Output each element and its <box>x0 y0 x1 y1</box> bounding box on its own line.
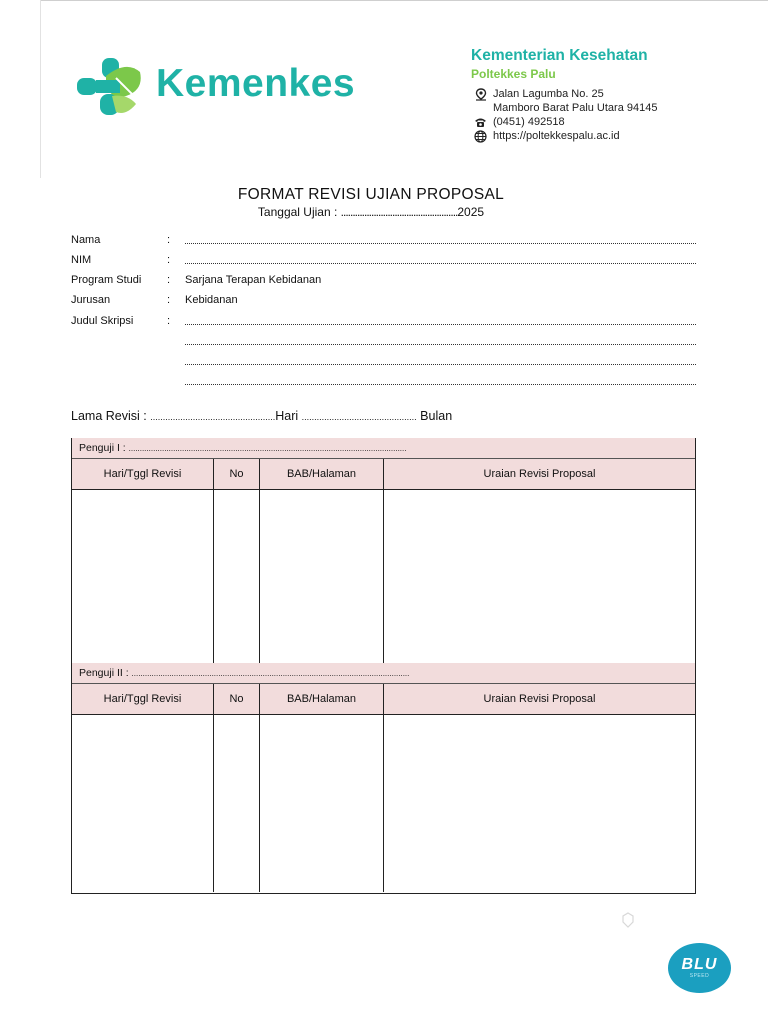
address-row-2 <box>473 101 657 115</box>
column-header: BAB/Halaman <box>260 459 384 489</box>
table-header-row <box>72 459 695 490</box>
field-program-studi <box>71 274 696 288</box>
table-header-row <box>72 684 695 715</box>
form-title: FORMAT REVISI UJIAN PROPOSAL <box>237 186 505 203</box>
examiner-row <box>72 663 695 684</box>
field-label: Jurusan <box>71 294 111 306</box>
table-body-row <box>72 490 695 663</box>
lama-revisi-line <box>71 409 452 423</box>
page-left-border <box>40 0 41 178</box>
blu-badge-subtext: SPEED <box>689 973 710 979</box>
address-row <box>473 87 657 101</box>
field-colon: : <box>167 294 171 306</box>
judul-blank-3[interactable] <box>185 364 696 365</box>
column-header: Uraian Revisi Proposal <box>483 468 596 480</box>
phone-row <box>473 115 657 129</box>
logo-wordmark: Kemenkes <box>156 62 356 105</box>
address-line-2: Mamboro Barat Palu Utara 94145 <box>493 102 658 114</box>
column-header: BAB/Halaman <box>260 684 384 714</box>
page-top-border <box>40 0 768 1</box>
phone-number: (0451) 492518 <box>493 116 565 128</box>
column-header: No <box>214 459 260 489</box>
judul-blank-1[interactable] <box>185 324 696 325</box>
revision-table-penguji-1 <box>71 438 696 663</box>
examiner-blank[interactable]: ............................................................................................................................. <box>131 669 410 678</box>
chapter-page-cell[interactable] <box>260 715 384 892</box>
kemenkes-logo-icon <box>76 56 144 118</box>
field-label: Judul Skripsi <box>71 315 134 327</box>
exam-date-line <box>0 205 742 219</box>
field-nim <box>71 254 696 268</box>
field-label: Program Studi <box>71 274 142 286</box>
exam-date-blank[interactable]: .................................................. <box>340 205 458 219</box>
blu-badge-text: BLU <box>681 956 718 973</box>
institution-block <box>471 47 648 81</box>
sub-institution-name: Poltekkes Palu <box>471 67 556 81</box>
location-icon <box>473 88 488 101</box>
phone-icon <box>473 116 488 129</box>
date-cell[interactable] <box>72 715 214 892</box>
blu-badge-logo <box>668 943 731 993</box>
exam-date-label: Tanggal Ujian : <box>257 205 338 219</box>
hari-label: Hari <box>275 409 299 423</box>
contact-block <box>473 87 657 143</box>
field-colon: : <box>167 234 171 246</box>
nim-blank[interactable] <box>185 263 696 264</box>
column-header: No <box>214 684 260 714</box>
website-row[interactable] <box>473 129 657 143</box>
field-colon: : <box>167 254 171 266</box>
examiner-label: Penguji II : <box>79 667 129 679</box>
bulan-label: Bulan <box>420 409 453 423</box>
number-cell[interactable] <box>214 490 260 663</box>
field-colon: : <box>167 274 171 286</box>
examiner-label: Penguji I : <box>79 442 126 454</box>
chapter-page-cell[interactable] <box>260 490 384 663</box>
column-header: Uraian Revisi Proposal <box>483 693 596 705</box>
lama-revisi-blank-2[interactable]: .............................................. <box>301 412 417 422</box>
field-value: Sarjana Terapan Kebidanan <box>185 274 322 286</box>
judul-blank-2[interactable] <box>185 344 696 345</box>
revision-table-penguji-2 <box>71 663 696 894</box>
address-line-1: Jalan Lagumba No. 25 <box>493 88 604 100</box>
field-colon: : <box>167 315 171 327</box>
table-body-row <box>72 715 695 892</box>
examiner-blank[interactable]: ............................................................................................................................. <box>128 444 407 453</box>
column-header: Hari/Tggl Revisi <box>72 684 214 714</box>
field-label: Nama <box>71 234 101 246</box>
faint-emblem-icon <box>621 912 635 928</box>
field-jurusan <box>71 294 696 308</box>
globe-icon <box>473 130 488 143</box>
revision-description-cell[interactable] <box>384 715 695 892</box>
field-judul-skripsi <box>71 315 696 329</box>
examiner-row <box>72 438 695 459</box>
lama-revisi-label: Lama Revisi : <box>71 409 147 423</box>
exam-date-year: 2025 <box>457 205 485 219</box>
nama-blank[interactable] <box>185 243 696 244</box>
website-link[interactable]: https://poltekkespalu.ac.id <box>493 130 620 142</box>
date-cell[interactable] <box>72 490 214 663</box>
field-value: Kebidanan <box>185 294 238 306</box>
column-header: Hari/Tggl Revisi <box>72 459 214 489</box>
lama-revisi-blank-1[interactable]: .................................................. <box>150 412 276 422</box>
revision-description-cell[interactable] <box>384 490 695 663</box>
judul-blank-4[interactable] <box>185 384 696 385</box>
field-nama <box>71 234 696 248</box>
institution-name: Kementerian Kesehatan <box>471 47 648 64</box>
number-cell[interactable] <box>214 715 260 892</box>
field-label: NIM <box>71 254 92 266</box>
